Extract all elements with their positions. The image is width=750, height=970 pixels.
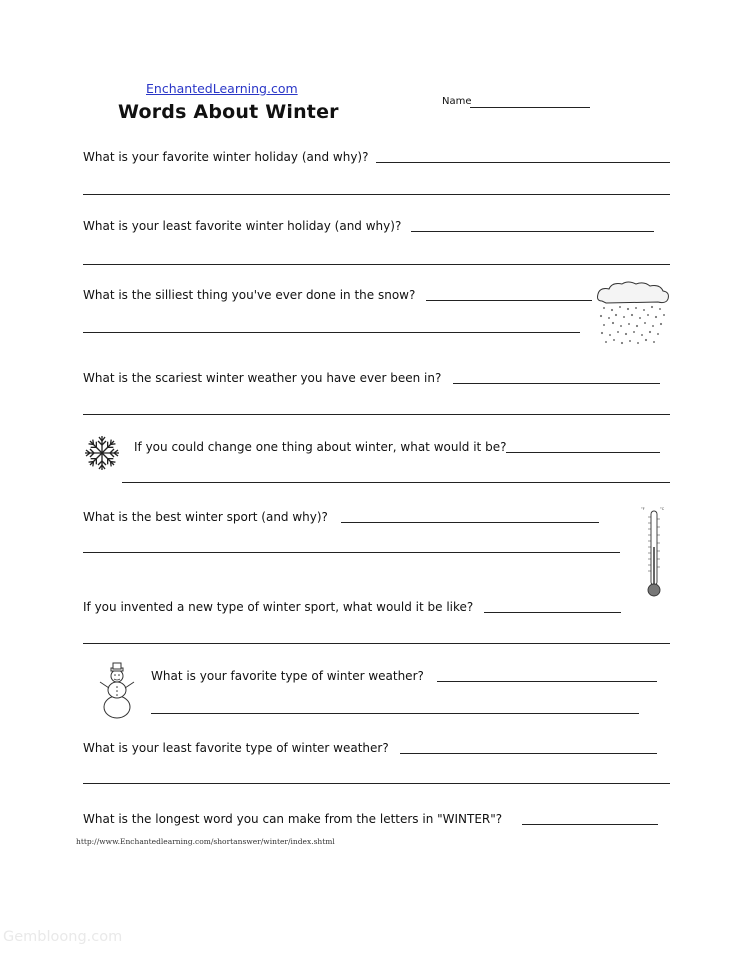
answer-line[interactable]: [83, 783, 670, 784]
answer-line[interactable]: [376, 162, 670, 163]
name-answer-line[interactable]: [470, 107, 590, 108]
answer-line[interactable]: [341, 522, 599, 523]
answer-line[interactable]: [151, 713, 639, 714]
answer-line[interactable]: [122, 482, 670, 483]
question-3: What is the silliest thing you've ever done in the snow?: [83, 288, 416, 302]
snow-cloud-icon: [594, 281, 674, 351]
site-link[interactable]: EnchantedLearning.com: [146, 81, 298, 96]
question-9: What is your least favorite type of winter weather?: [83, 741, 389, 755]
name-label: Name: [442, 96, 472, 107]
answer-line[interactable]: [83, 552, 620, 553]
answer-line[interactable]: [506, 452, 660, 453]
answer-line[interactable]: [426, 300, 592, 301]
answer-line[interactable]: [453, 383, 660, 384]
question-10: What is the longest word you can make from the letters in "WINTER"?: [83, 812, 503, 826]
snowflake-icon: [82, 433, 122, 473]
answer-line[interactable]: [83, 414, 670, 415]
question-6: What is the best winter sport (and why)?: [83, 510, 328, 524]
svg-text:°F: °F: [641, 507, 645, 511]
answer-line[interactable]: [437, 681, 657, 682]
answer-line[interactable]: [83, 194, 670, 195]
question-4: What is the scariest winter weather you have ever been in?: [83, 371, 442, 385]
question-5: If you could change one thing about winter, what would it be?: [134, 440, 507, 454]
answer-line[interactable]: [522, 824, 658, 825]
question-1: What is your favorite winter holiday (and why)?: [83, 150, 369, 164]
answer-line[interactable]: [83, 332, 580, 333]
answer-line[interactable]: [83, 643, 670, 644]
question-2: What is your least favorite winter holiday (and why)?: [83, 219, 402, 233]
footer-url: http://www.Enchantedlearning.com/shortanswer/winter/index.shtml: [76, 837, 335, 846]
svg-text:°C: °C: [660, 507, 665, 511]
answer-line[interactable]: [83, 264, 670, 265]
snowman-icon: [95, 660, 140, 720]
question-8: What is your favorite type of winter weather?: [151, 669, 424, 683]
page-title: Words About Winter: [118, 101, 339, 123]
answer-line[interactable]: [484, 612, 621, 613]
answer-line[interactable]: [411, 231, 654, 232]
answer-line[interactable]: [400, 753, 657, 754]
question-7: If you invented a new type of winter sport, what would it be like?: [83, 600, 474, 614]
watermark: Gembloong.com: [3, 929, 123, 945]
thermometer-icon: [638, 505, 670, 599]
